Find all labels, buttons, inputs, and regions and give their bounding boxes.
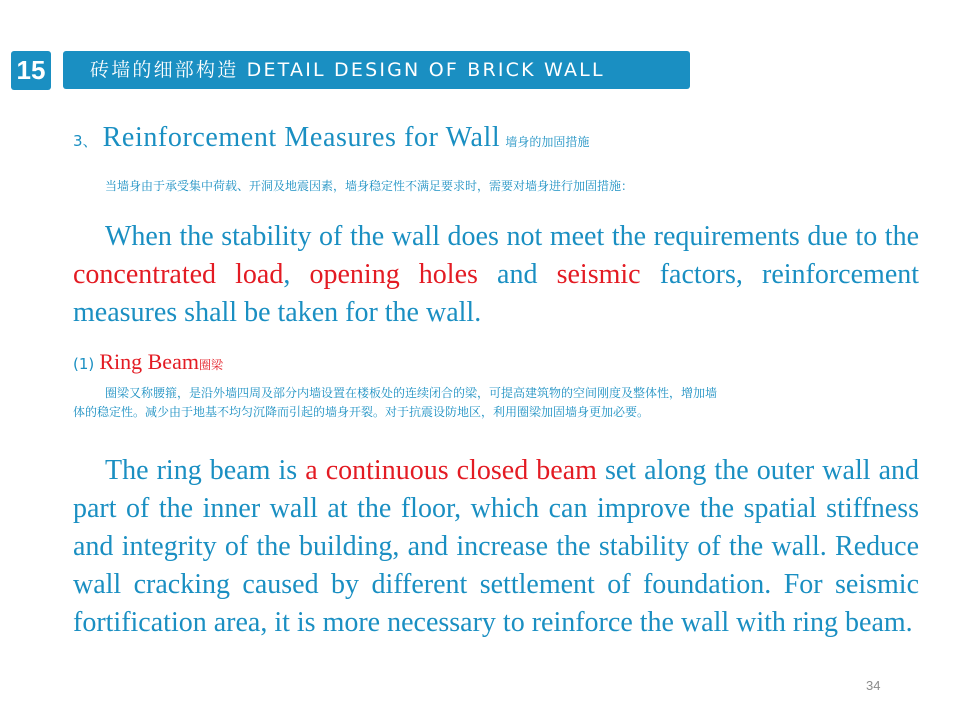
subsection-heading xyxy=(73,349,223,375)
slide-title-bar: 砖墙的细部构造 DETAIL DESIGN OF BRICK WALL xyxy=(63,51,690,89)
section-paragraph-en xyxy=(73,218,919,332)
subsection-note-cn-line1: 圈梁又称腰箍，是沿外墙四周及部分内墙设置在楼板处的连续闭合的梁，可提高建筑物的空间刚度及整体性，增加墙 xyxy=(105,386,718,400)
highlight-continuous-closed-beam: a continuous closed beam xyxy=(305,455,597,486)
paragraph-text: factors, reinforcement measures shall be taken for the wall. xyxy=(73,259,920,328)
subsection-title-en: Ring Beam xyxy=(99,349,199,374)
section-number: 3、 xyxy=(73,132,98,150)
paragraph-text: , xyxy=(283,259,310,290)
section-title-en: Reinforcement Measures for Wall xyxy=(102,122,501,153)
subsection-paragraph-en xyxy=(73,452,919,642)
subsection-number: (1) xyxy=(73,355,95,373)
section-heading xyxy=(73,122,933,154)
chapter-number-badge: 15 xyxy=(11,51,51,90)
highlight-opening-holes: opening holes xyxy=(309,259,478,290)
section-note-cn: 当墙身由于承受集中荷载、开洞及地震因素，墙身稳定性不满足要求时，需要对墙身进行加固措施： xyxy=(105,179,634,193)
highlight-seismic: seismic xyxy=(556,259,641,290)
highlight-concentrated-load: concentrated load xyxy=(73,259,284,290)
section-title-cn: 墙身的加固措施 xyxy=(505,135,590,149)
page-number: 34 xyxy=(866,678,881,693)
paragraph-text: and xyxy=(477,259,557,290)
subsection-title-cn: 圈梁 xyxy=(198,358,223,372)
subsection-note-cn-line2: 体的稳定性。减少由于地基不均匀沉降而引起的墙身开裂。对于抗震设防地区，利用圈梁加固墙身更加必要。 xyxy=(73,405,650,419)
paragraph-text: set along the outer wall and part of the inner wall at the floor, which can improve the spatial stiffness and integrity of the building, and increase the stability of the wall. Reduce wall cracking caused by different settlement of foundation. For seismic fortification area, it is more necessary to reinforce the wall with ring beam. xyxy=(73,455,919,638)
paragraph-text: The ring beam is xyxy=(105,455,306,486)
paragraph-text: When the stability of the wall does not meet the requirements due to the xyxy=(105,221,919,252)
